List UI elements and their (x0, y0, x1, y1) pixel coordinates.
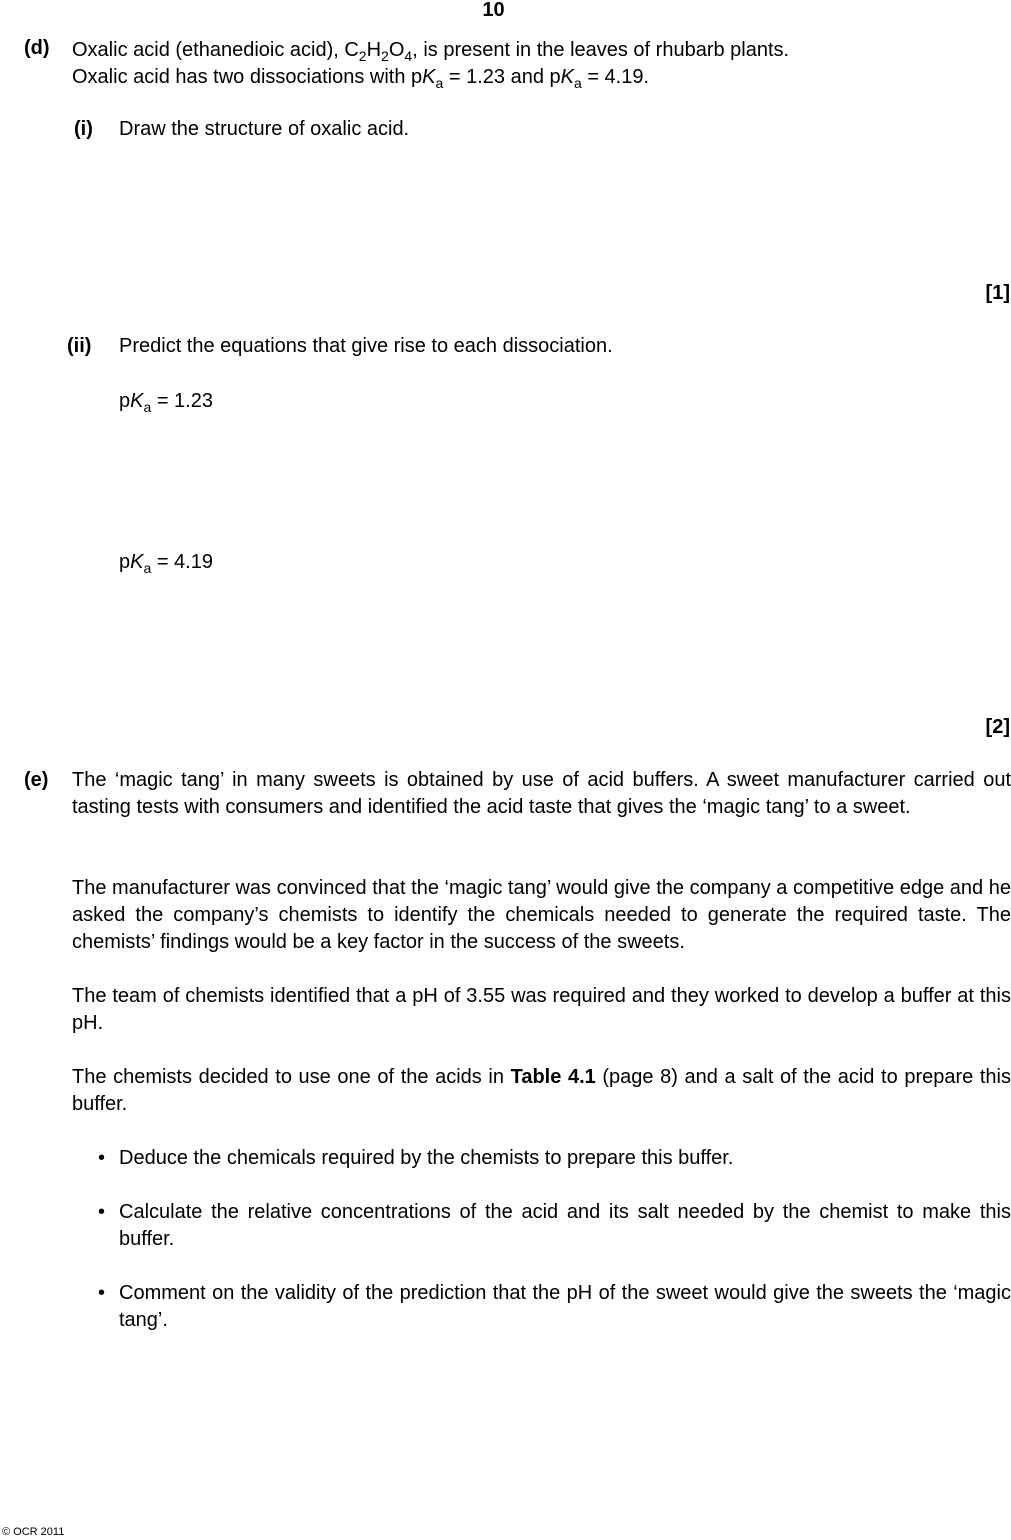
part-e-paragraph-2: The manufacturer was convinced that the ‘magic tang’ would give the company a competitive edge and he asked the company’s chemists to identify the chemicals needed to generate the required taste. The chemists’ findings would be a key factor in the success of the sweets. (72, 877, 1011, 953)
part-d-line-1: Oxalic acid (ethanedioic acid), $C_2H_2O_4$, is present in the leaves of rhubarb plants. (72, 39, 790, 64)
bullet-1-text: Deduce the chemicals required by the chemists to prepare this buffer. (119, 1147, 734, 1169)
page-number: 10 (482, 0, 505, 21)
bullet-1-symbol: • (98, 1147, 106, 1169)
bullet-3-symbol: • (98, 1282, 106, 1304)
pka-1-label: $pK_a = 1.23$ (119, 390, 213, 415)
part-e-paragraph-3: The team of chemists identified that a pH of 3.55 was required and they worked to develop a buffer at this pH. (72, 985, 1011, 1034)
part-d-line-2: Oxalic acid has two dissociations with $pK_a = 1.23$ and $pK_a = 4.19$. (72, 66, 650, 91)
pka-2-label: $pK_a = 4.19$ (119, 551, 213, 576)
mark-2: [2] (985, 716, 1010, 738)
bullet-3-text: Comment on the validity of the prediction that the pH of the sweet would give the sweets the ‘magic tang’. (119, 1282, 1011, 1331)
part-d-i-label: (i) (74, 118, 93, 140)
part-e-label: (e) (24, 769, 49, 791)
part-e-paragraph-4: The chemists decided to use one of the acids in Table 4.1 (page 8) and a salt of the acid to prepare this buffer. (72, 1066, 1011, 1115)
bullet-2-symbol: • (98, 1201, 106, 1223)
part-d-label: (d) (24, 37, 50, 59)
part-d-ii-text: Predict the equations that give rise to each dissociation. (119, 335, 613, 357)
part-d-ii-label: (ii) (67, 335, 92, 357)
part-e-paragraph-1: The ‘magic tang’ in many sweets is obtained by use of acid buffers. A sweet manufacturer carried out tasting tests with consumers and identified the acid taste that gives the ‘magic tang’ to a sweet. (72, 769, 1011, 818)
bullet-2-text: Calculate the relative concentrations of the acid and its salt needed by the chemist to make this buffer. (119, 1201, 1011, 1250)
mark-1: [1] (985, 282, 1010, 304)
part-d-i-text: Draw the structure of oxalic acid. (119, 118, 410, 140)
copyright-footer: © OCR 2011 (2, 1526, 65, 1538)
